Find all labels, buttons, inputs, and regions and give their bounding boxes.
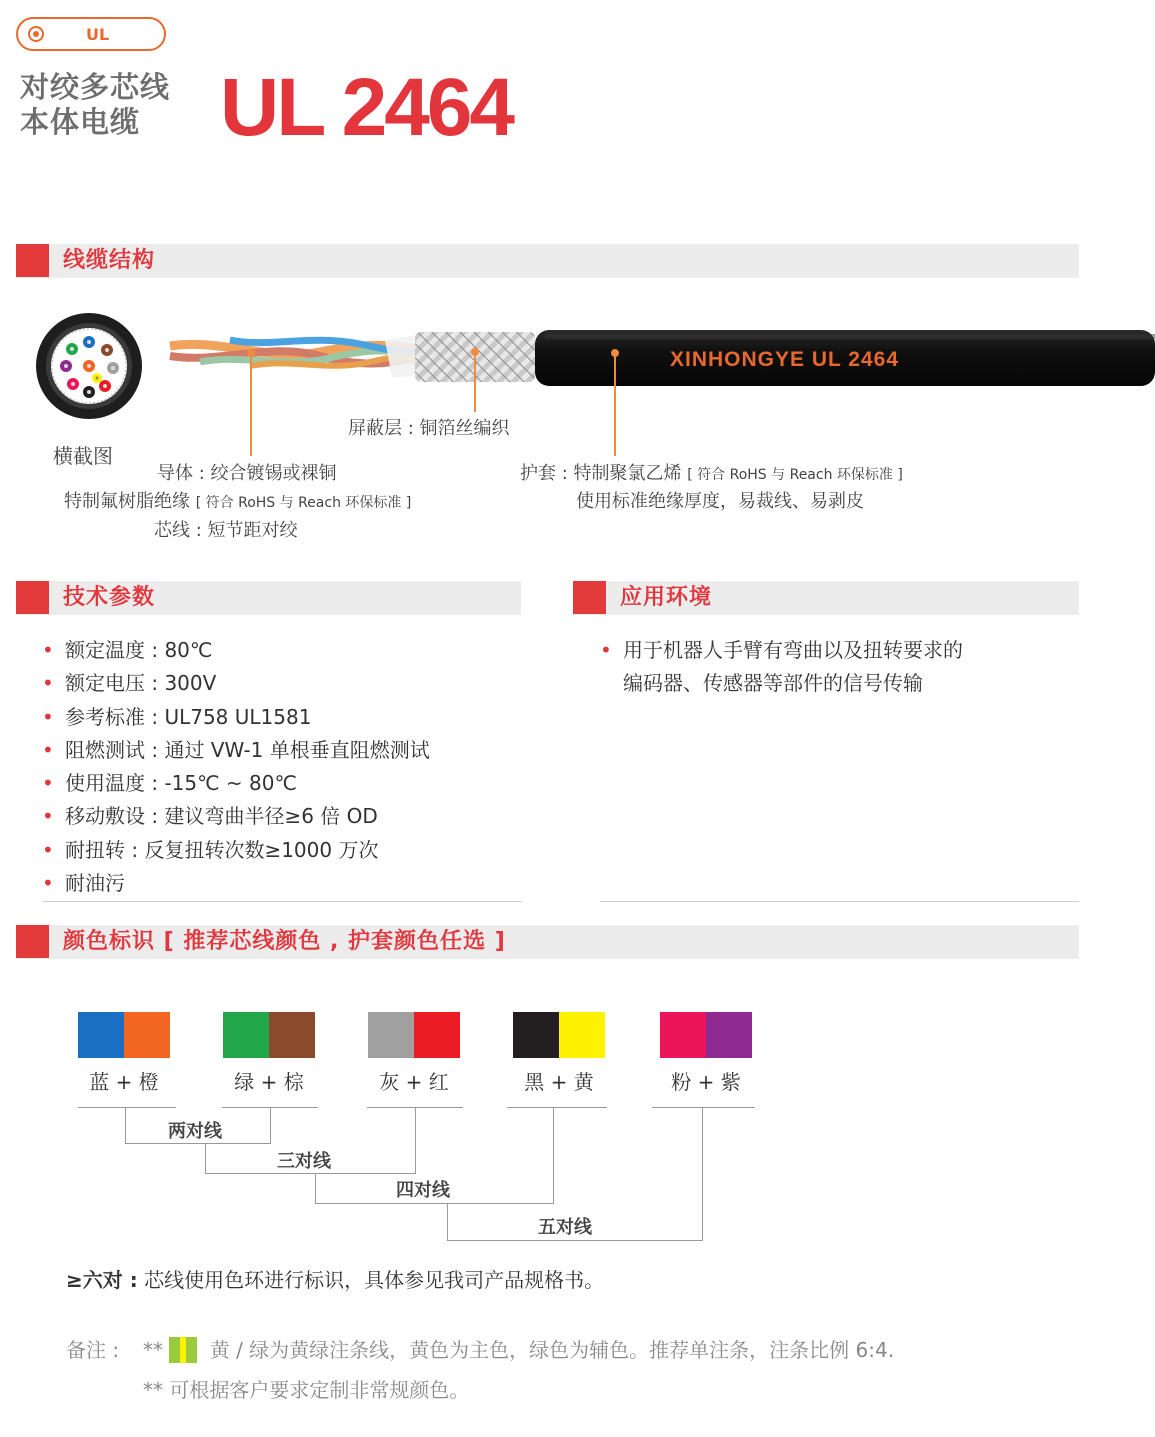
color-pair-swatch bbox=[78, 1012, 170, 1058]
jacket-note: [ 符合 RoHS 与 Reach 环保标准 ] bbox=[687, 467, 903, 483]
model-number: UL 2464 bbox=[220, 62, 513, 153]
application-line-2: 编码器、传感器等部件的信号传输 bbox=[623, 671, 923, 696]
remark-1-prefix: ** bbox=[143, 1338, 163, 1362]
specs-list bbox=[42, 634, 430, 900]
swatch-yellow bbox=[559, 1012, 605, 1058]
spec-item: • 耐扭转 : 反复扭转次数≥1000 万次 bbox=[42, 834, 430, 867]
section-marker bbox=[16, 925, 49, 958]
section-marker bbox=[573, 581, 606, 614]
pair-underline bbox=[78, 1107, 176, 1108]
jacket-label-line2: 使用标准绝缘厚度，易裁线、易剥皮 bbox=[576, 491, 864, 512]
swatch-purple bbox=[706, 1012, 752, 1058]
section-title: 颜色标识 [ 推荐芯线颜色 , 护套颜色任选 ] bbox=[63, 929, 506, 954]
section-marker bbox=[16, 581, 49, 614]
tree-line bbox=[205, 1143, 206, 1173]
spec-item: • 参考标准 : UL758 UL1581 bbox=[42, 701, 430, 734]
swatch-blue bbox=[78, 1012, 124, 1058]
yellow-green-stripe-icon bbox=[169, 1337, 197, 1363]
jacket-print: XINHONGYE UL 2464 bbox=[670, 348, 900, 371]
tree-line bbox=[315, 1203, 554, 1204]
pair-label: 灰 + 红 bbox=[379, 1070, 449, 1094]
section-title: 技术参数 bbox=[63, 585, 156, 610]
radio-dot-icon bbox=[28, 26, 44, 42]
tree-line bbox=[125, 1143, 271, 1144]
jacket-leader-line bbox=[614, 356, 616, 456]
tree-line bbox=[447, 1203, 448, 1241]
shield-leader-line bbox=[474, 356, 476, 412]
conductor-label: 导体 : 绞合镀锡或裸铜 bbox=[157, 463, 337, 484]
core-label: 芯线 : 短节距对绞 bbox=[154, 520, 298, 541]
swatch-black bbox=[513, 1012, 559, 1058]
six-plus-note bbox=[66, 1267, 604, 1293]
application-item bbox=[600, 634, 963, 701]
six-plus-prefix: ≥六对 : bbox=[66, 1268, 138, 1292]
color-pair-swatch bbox=[513, 1012, 605, 1058]
application-divider bbox=[600, 901, 1079, 902]
color-pair-swatch bbox=[368, 1012, 460, 1058]
swatch-red bbox=[414, 1012, 460, 1058]
ul-badge bbox=[16, 17, 166, 51]
color-pair-swatch bbox=[660, 1012, 752, 1058]
cross-section-label: 横截图 bbox=[53, 444, 113, 468]
subtitle-line-1: 对绞多芯线 bbox=[20, 70, 171, 104]
tree-line bbox=[415, 1108, 416, 1173]
color-pair-swatch bbox=[223, 1012, 315, 1058]
group-label-three-pairs: 三对线 bbox=[277, 1151, 331, 1172]
pair-label: 蓝 + 橙 bbox=[89, 1070, 159, 1094]
group-label-five-pairs: 五对线 bbox=[538, 1217, 592, 1238]
pair-label: 黑 + 黄 bbox=[524, 1070, 594, 1094]
spec-item: • 额定电压 : 300V bbox=[42, 667, 430, 700]
remark-label: 备注 : bbox=[66, 1338, 120, 1362]
remark-1 bbox=[143, 1337, 894, 1363]
swatch-brown bbox=[269, 1012, 315, 1058]
structure-section-header bbox=[16, 244, 1079, 278]
cable-illustration bbox=[160, 300, 1155, 420]
specs-section-header bbox=[16, 581, 521, 615]
spec-item: • 移动敷设 : 建议弯曲半径≥6 倍 OD bbox=[42, 800, 430, 833]
tree-line bbox=[125, 1108, 126, 1143]
insulation-note: [ 符合 RoHS 与 Reach 环保标准 ] bbox=[195, 495, 412, 511]
tree-line bbox=[205, 1173, 416, 1174]
color-section-header bbox=[16, 925, 1079, 959]
tree-line bbox=[315, 1173, 316, 1203]
specs-divider bbox=[42, 901, 522, 902]
pair-label: 粉 + 紫 bbox=[671, 1070, 741, 1094]
pair-underline bbox=[652, 1107, 755, 1108]
spec-item: • 使用温度 : -15℃ ~ 80℃ bbox=[42, 767, 430, 800]
group-label-two-pairs: 两对线 bbox=[168, 1121, 222, 1142]
application-list bbox=[600, 634, 963, 701]
spec-item: • 耐油污 bbox=[42, 867, 430, 900]
section-title: 线缆结构 bbox=[63, 248, 156, 273]
jacket-label bbox=[520, 462, 903, 487]
cross-section-diagram bbox=[35, 312, 143, 420]
swatch-gray bbox=[368, 1012, 414, 1058]
section-title: 应用环境 bbox=[620, 585, 713, 610]
application-line-1: 用于机器人手臂有弯曲以及扭转要求的 bbox=[623, 638, 963, 662]
swatch-orange bbox=[124, 1012, 170, 1058]
pair-label: 绿 + 棕 bbox=[234, 1070, 304, 1094]
spec-item: • 额定温度 : 80℃ bbox=[42, 634, 430, 667]
swatch-pink bbox=[660, 1012, 706, 1058]
section-marker bbox=[16, 244, 49, 277]
insulation-label bbox=[64, 490, 411, 515]
spec-item: • 阻燃测试 : 通过 VW-1 单根垂直阻燃测试 bbox=[42, 734, 430, 767]
tree-line bbox=[270, 1108, 271, 1143]
tree-line bbox=[553, 1108, 554, 1203]
product-subtitle bbox=[20, 70, 170, 140]
remark-2: ** 可根据客户要求定制非常规颜色。 bbox=[143, 1378, 470, 1402]
shield-label: 屏蔽层 : 铜箔丝编织 bbox=[348, 418, 510, 439]
badge-label: UL bbox=[86, 25, 110, 44]
tree-line bbox=[447, 1240, 703, 1241]
conductor-leader-line bbox=[250, 356, 252, 456]
group-label-four-pairs: 四对线 bbox=[396, 1180, 450, 1201]
remark-1-text: 黄 / 绿为黄绿注条线，黄色为主色，绿色为辅色。推荐单注条，注条比例 6:4. bbox=[209, 1338, 895, 1362]
application-section-header bbox=[573, 581, 1079, 615]
insulation-text: 特制氟树脂绝缘 bbox=[64, 491, 190, 512]
jacket-text: 护套 : 特制聚氯乙烯 bbox=[520, 463, 682, 484]
tree-line bbox=[702, 1108, 703, 1241]
swatch-green bbox=[223, 1012, 269, 1058]
subtitle-line-2: 本体电缆 bbox=[20, 105, 141, 139]
six-plus-text: 芯线使用色环进行标识，具体参见我司产品规格书。 bbox=[144, 1268, 605, 1292]
pair-underline bbox=[507, 1107, 607, 1108]
